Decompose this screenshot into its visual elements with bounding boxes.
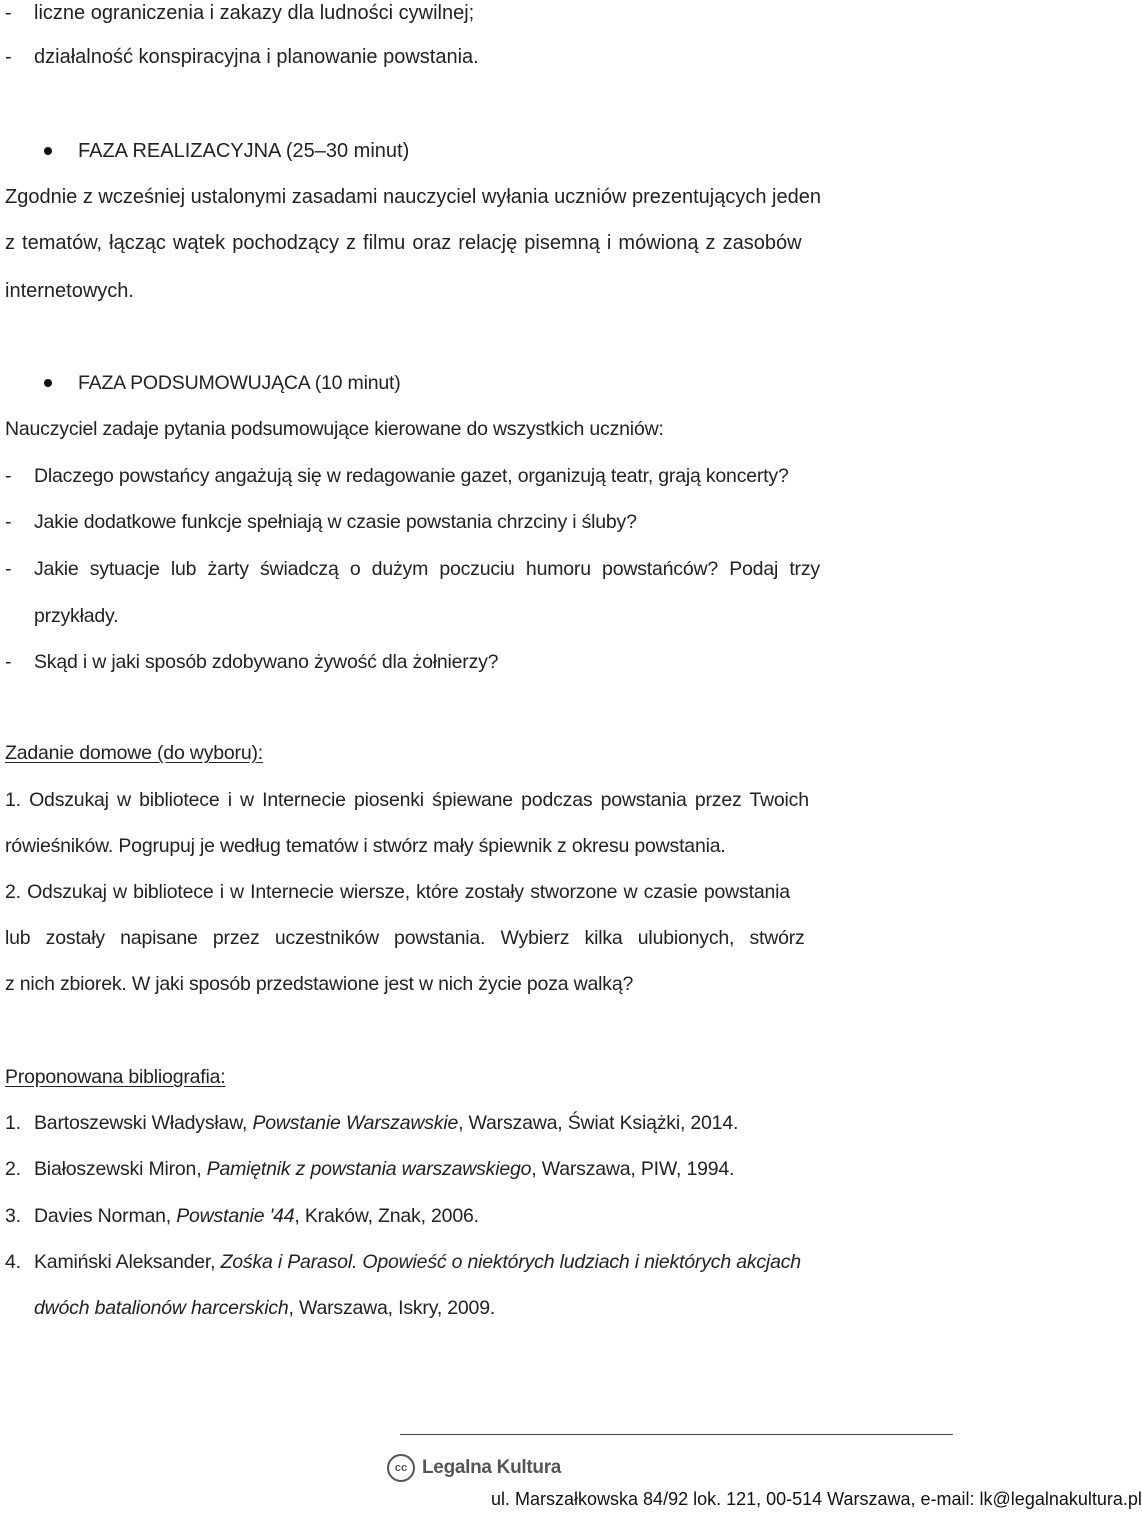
context-item (5, 0, 474, 26)
bibliography-entry (5, 1249, 801, 1275)
phase-realization-paragraph-line: internetowych. (5, 280, 134, 302)
entry-author: Kamiński Aleksander, (34, 1251, 221, 1273)
entry-publisher: , Warszawa, Iskry, 2009. (288, 1297, 496, 1319)
bibliography-entry (5, 1110, 738, 1136)
entry-title: Powstanie Warszawskie (252, 1112, 459, 1134)
question-item (5, 509, 637, 535)
phase-realization-paragraph-line: z tematów, łącząc wątek pochodzący z filmu oraz relację pisemną i mówioną z zasobów (5, 232, 802, 254)
context-item-text: działalność konspiracyjna i planowanie powstania. (34, 46, 479, 68)
entry-author: Bartoszewski Władysław, (34, 1112, 253, 1134)
entry-number: 1. (5, 1112, 21, 1134)
dash-marker: - (5, 46, 12, 68)
entry-title: Pamiętnik z powstania warszawskiego (206, 1158, 532, 1180)
bibliography-entry (5, 1203, 479, 1229)
dash-marker: - (5, 2, 12, 24)
question-text: Skąd i w jaki sposób zdobywano żywość dla żołnierzy? (34, 651, 499, 673)
entry-title: Zośka i Parasol. Opowieść o niektórych ludziach i niektórych akcjach (220, 1251, 801, 1273)
phase-summary-title: FAZA PODSUMOWUJĄCA (10 minut) (78, 372, 401, 394)
homework-task-line: rówieśników. Pogrupuj je według tematów i stwórz mały śpiewnik z okresu powstania. (5, 835, 726, 857)
context-item-text: liczne ograniczenia i zakazy dla ludności cywilnej; (34, 2, 475, 24)
phase-summary-intro: Nauczyciel zadaje pytania podsumowujące kierowane do wszystkich uczniów: (5, 418, 664, 440)
bibliography-heading: Proponowana bibliografia: (5, 1066, 226, 1088)
homework-task-line (5, 787, 955, 813)
legalna-kultura-logo (387, 1450, 561, 1486)
bullet-icon (44, 379, 52, 387)
entry-number: 3. (5, 1205, 21, 1227)
entry-number: 2. (5, 1158, 21, 1180)
bibliography-entry (5, 1156, 734, 1182)
question-text: Jakie dodatkowe funkcje spełniają w czasie powstania chrzciny i śluby? (34, 511, 637, 533)
phase-realization-title: FAZA REALIZACYJNA (25–30 minut) (78, 140, 410, 162)
entry-publisher: , Kraków, Znak, 2006. (294, 1205, 479, 1227)
context-item (5, 44, 479, 70)
homework-heading: Zadanie domowe (do wyboru): (5, 742, 263, 764)
creative-commons-icon: cc (387, 1454, 415, 1482)
paragraph-text: Zgodnie z wcześniej ustalonymi zasadami nauczyciel wyłania uczniów prezentujących jeden (5, 186, 821, 208)
question-text: Jakie sytuacje lub żarty świadczą o dużym poczuciu humoru powstańców? Podaj trzy (34, 558, 820, 580)
footer-divider (400, 1434, 953, 1435)
entry-author: Davies Norman, (34, 1205, 177, 1227)
question-item (5, 649, 498, 675)
dash-marker: - (5, 511, 12, 533)
dash-marker: - (5, 558, 12, 580)
phase-realization-paragraph-line (5, 184, 955, 210)
entry-author: Białoszewski Miron, (34, 1158, 207, 1180)
homework-task-line: lub zostały napisane przez uczestników powstania. Wybierz kilka ulubionych, stwórz (5, 927, 805, 949)
entry-publisher: , Warszawa, PIW, 1994. (531, 1158, 735, 1180)
entry-title: Powstanie '44 (176, 1205, 295, 1227)
footer-address: ul. Marszałkowska 84/92 lok. 121, 00-514 Warszawa, e-mail: lk@legalnakultura.pl (491, 1489, 1142, 1509)
bibliography-entry-continuation (34, 1295, 495, 1321)
logo-text: Legalna Kultura (422, 1457, 562, 1478)
dash-marker: - (5, 465, 12, 487)
entry-title: dwóch batalionów harcerskich (34, 1297, 289, 1319)
entry-publisher: , Warszawa, Świat Książki, 2014. (458, 1112, 739, 1134)
entry-number: 4. (5, 1251, 21, 1273)
dash-marker: - (5, 651, 12, 673)
bullet-icon (44, 147, 52, 155)
question-item (5, 556, 820, 582)
question-text: Dlaczego powstańcy angażują się w redagowanie gazet, organizują teatr, grają koncerty? (34, 465, 789, 487)
homework-task-text: 1. Odszukaj w bibliotece i w Internecie piosenki śpiewane podczas powstania przez Twoich (5, 789, 809, 811)
question-item-continuation: przykłady. (34, 605, 119, 627)
homework-task-line: z nich zbiorek. W jaki sposób przedstawione jest w nich życie poza walką? (5, 973, 634, 995)
homework-task-line: 2. Odszukaj w bibliotece i w Internecie wiersze, które zostały stworzone w czasie powstania (5, 881, 790, 903)
question-item (5, 463, 789, 489)
